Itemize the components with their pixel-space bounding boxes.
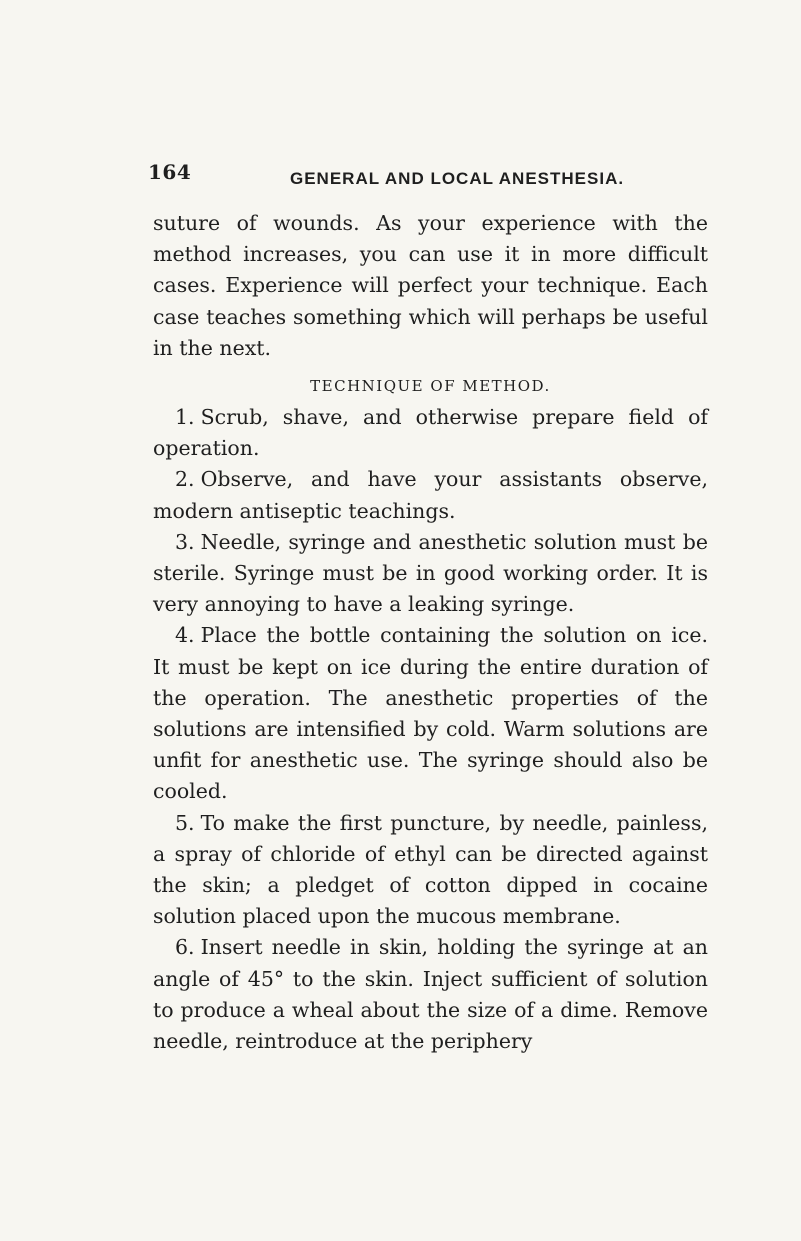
intro-paragraph: suture of wounds. As your experience with the method increases, you can use it in more difficult cases. Experience will perfect your technique. Each case teaches something which will perhaps be useful in the next.: [153, 211, 708, 360]
list-item-number: 4.: [175, 623, 195, 648]
list-item: [153, 808, 708, 933]
list-item-text: Insert needle in skin, holding the syringe at an angle of 45° to the skin. Inject sufficient of solution to produce a wheal about the size of a dime. Remove needle, reintroduce at the periphery: [153, 935, 708, 1054]
list-item-text: Observe, and have your assistants observe, modern antiseptic teachings.: [153, 467, 708, 523]
page-number: 164: [148, 160, 192, 184]
list-item: [153, 620, 708, 807]
list-item-number: 3.: [175, 529, 195, 554]
running-header: [148, 160, 708, 196]
list-item-text: To make the first puncture, by needle, painless, a spray of chloride of ethyl can be directed against the skin; a pledget of cotton dipped in cocaine solution placed upon the mucous membrane.: [153, 810, 708, 929]
list-item-text: Place the bottle containing the solution on ice. It must be kept on ice during the entire duration of the operation. The anesthetic properties of the solutions are intensified by cold. Warm solutions are unfit for anesthetic use. The syringe should also be cooled.: [153, 623, 708, 804]
list-item-text: Needle, syringe and anesthetic solution must be sterile. Syringe must be in good working order. It is very annoying to have a leaking syringe.: [153, 529, 708, 617]
list-item-number: 1.: [175, 405, 195, 430]
list-item-number: 2.: [175, 467, 195, 492]
list-item-text: Scrub, shave, and otherwise prepare field of operation.: [153, 405, 708, 461]
list-item-number: 6.: [175, 935, 195, 960]
list-item: [153, 932, 708, 1057]
running-title: GENERAL AND LOCAL ANESTHESIA.: [290, 169, 625, 188]
list-item: [153, 402, 708, 464]
section-heading: TECHNIQUE OF METHOD.: [310, 377, 551, 396]
list-item-number: 5.: [175, 810, 195, 835]
body-text: [153, 208, 708, 1057]
list-item: [153, 527, 708, 621]
list-item: [153, 464, 708, 526]
